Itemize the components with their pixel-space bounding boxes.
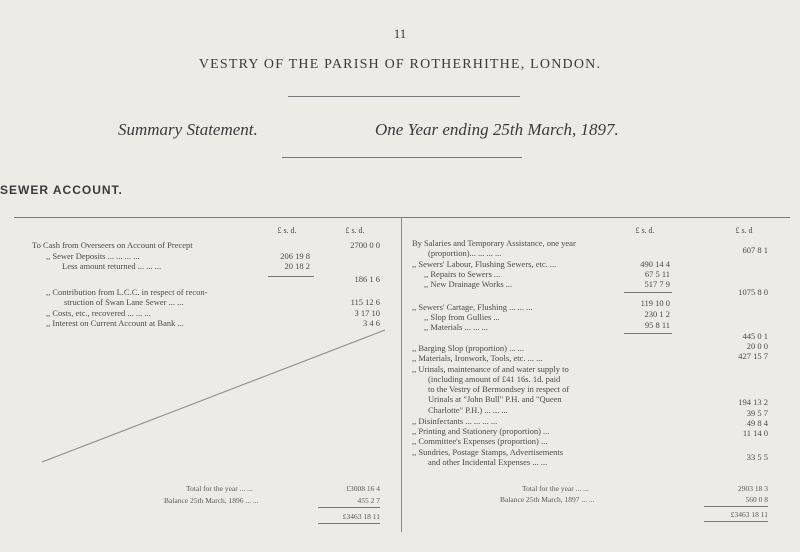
receipts-total-rule-bottom [318,523,380,524]
payment-line-amount: 11 14 0 [742,428,768,438]
receipt-line-amount: 2700 0 0 [350,240,380,250]
receipt-line-text: struction of Swan Lane Sewer ... ... [64,297,184,307]
payments-grand-total: £3463 18 11 [730,510,768,519]
payment-line-amount: 33 5 5 [746,452,768,462]
payment-line-amount: 517 7 9 [644,279,670,289]
subtotal-rule [624,333,672,334]
payments-total-value: 2903 18 3 [738,484,768,493]
payment-line-text: ,, Committee's Expenses (proportion) ... [412,436,548,446]
receipt-line-text: ,, Contribution from L.C.C. in respect of recon- [46,287,208,297]
receipts-balance-label: Balance 25th March, 1896 ... ... [164,496,259,505]
receipt-line-amount: 115 12 6 [350,297,380,307]
summary-label: Summary Statement. [118,120,258,139]
payment-line-amount: 445 0 1 [742,331,768,341]
payment-line-text: By Salaries and Temporary Assistance, one year [412,238,576,248]
payment-line-amount: 230 1 2 [644,309,670,319]
payments-total-rule-top [704,506,768,507]
receipts-balance-value: 455 2 7 [357,496,380,505]
receipts-total-label: Total for the year ... ... [186,484,253,493]
payment-line-amount: 1075 8 0 [738,287,768,297]
payment-line-text: ,, Sewers' Cartage, Flushing ... ... ... [412,302,533,312]
payment-line-amount: 427 15 7 [738,351,768,361]
receipt-line-amount: 20 18 2 [284,261,310,271]
payment-line-text: to the Vestry of Bermondsey in respect of [428,384,570,394]
receipt-line-text: Less amount returned ... ... ... [62,261,162,271]
subtotal-rule [624,292,672,293]
payment-line-text: ,, Urinals, maintenance of and water supply to [412,364,569,374]
receipt-line-amount: 206 19 8 [280,251,310,261]
receipt-line-text: ,, Costs, etc., recovered ... ... ... [46,308,151,318]
receipt-line-text: To Cash from Overseers on Account of Precept [32,240,193,250]
receipts-inner-header: £ s. d. [277,226,297,235]
receipts-outer-header: £ s. d. [345,226,365,235]
payment-line-text: ,, Sundries, Postage Stamps, Advertisements [412,447,564,457]
payment-line-text: ,, New Drainage Works ... [424,279,513,289]
payment-line-amount: 39 5 7 [746,408,768,418]
payment-line-text: ,, Barging Slop (proportion) ... ... [412,343,524,353]
receipt-line-text: ,, Sewer Deposits ... ... ... ... [46,251,140,261]
payment-line-text: (proportion)... ... ... ... [428,248,502,258]
page-number: 11 [393,26,407,41]
account-title: SEWER ACCOUNT. [0,183,123,197]
payment-line-text: ,, Repairs to Sewers ... [424,269,501,279]
payment-line-text: and other Incidental Expenses ... ... [428,457,548,467]
payment-line-amount: 49 8 4 [746,418,768,428]
payment-line-text: Urinals at "John Bull" P.H. and "Queen [428,394,562,404]
receipt-line-amount: 3 4 6 [363,318,380,328]
payments-total-rule-bottom [704,521,768,522]
receipt-line-amount: 186 1 6 [354,274,380,284]
payment-line-text: ,, Slop from Gullies ... [424,312,500,322]
payment-line-text: ,, Materials ... ... ... [424,322,488,332]
payment-line-amount: 119 10 0 [640,298,670,308]
payments-balance-value: 560 0 8 [745,495,768,504]
payment-line-amount: 20 0 0 [746,341,768,351]
payment-line-amount: 95 8 11 [644,320,670,330]
payment-line-text: ,, Printing and Stationery (proportion) ... [412,426,550,436]
payments-balance-label: Balance 25th March, 1897 ... ... [500,495,595,504]
payment-line-amount: 194 13 2 [738,397,768,407]
receipts-grand-total: £3463 18 11 [342,512,380,521]
payment-line-amount: 490 14 4 [640,259,670,269]
payments-outer-header: £ s. d [735,226,753,235]
receipts-total-value: £3008 16 4 [346,484,380,493]
payment-line-amount: 607 8 1 [742,245,768,255]
payments-inner-header: £ s. d. [635,226,655,235]
receipts-total-rule-top [318,507,380,508]
payment-line-text: ,, Sewers' Labour, Flushing Sewers, etc. ... [412,259,557,269]
payment-line-amount: 67 5 11 [644,269,670,279]
payment-line-text: (including amount of £41 16s. 1d. paid [428,374,561,384]
receipt-line-text: ,, Interest on Current Account at Bank ... [46,318,184,328]
page-title: VESTRY OF THE PARISH OF ROTHERHITHE, LONDON. [198,57,602,72]
payment-line-text: ,, Disinfectants ... ... ... ... [412,416,498,426]
receipt-line-amount: 3 17 10 [354,308,380,318]
payment-line-text: ,, Materials, Ironwork, Tools, etc. ... ... [412,353,543,363]
period-label: One Year ending 25th March, 1897. [375,120,619,139]
payments-total-label: Total for the year ... ... [522,484,589,493]
payment-line-text: Charlotte" P.H.) ... ... ... [428,405,508,415]
